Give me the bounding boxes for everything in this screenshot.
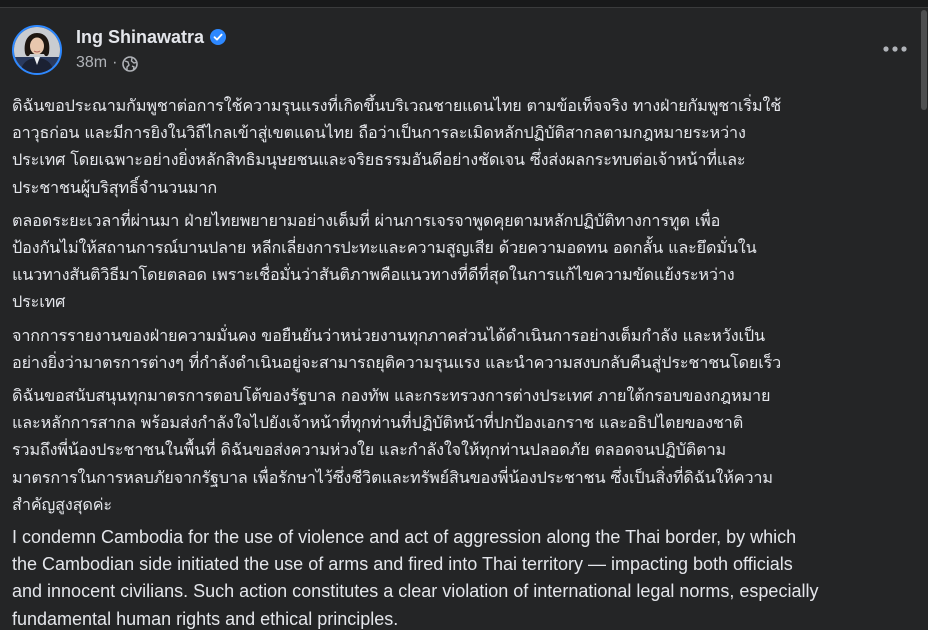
avatar-photo — [14, 27, 60, 73]
post-paragraph-4: ดิฉันขอสนับสนุนทุกมาตรการตอบโต้ของรัฐบาล กองทัพ และกระทรวงการต่างประเทศ ภายใต้กรอบของกฎหมาย และหลักการสากล พร้อมส่งกำลังใจไปยังเจ้าหน้าที่ทุกท่านที่ปฏิบัติหน้าที่ปกป้องเอกราช และอธิปไตยของชาติ รวมถึงพี่น้องประชาชนในพื้นที่ ดิฉันขอส่งความห่วงใย และกำลังใจให้ทุกท่านปลอดภัย ตลอดจนปฏิบัติตาม มาตรการในการหลบภัยจากรัฐบาล เพื่อรักษาไว้ซึ่งชีวิตและทรัพย์สินของพี่น้องประชาชน ซึ่งเป็นสิ่งที่ดิฉันให้ความ สำคัญสูงสุดค่ะ — [12, 386, 773, 514]
avatar[interactable] — [12, 25, 62, 75]
post-paragraph-3: จากการรายงานของฝ่ายความมั่นคง ขอยืนยันว่าหน่วยงานทุกภาคส่วนได้ดำเนินการอย่างเต็มกำลัง และหวังเป็น อย่างยิ่งว่ามาตรการต่างๆ ที่กำลังดำเนินอยู่จะสามารถยุติความรุนแรง และนำความสงบกลับคืนสู่ประชาชนโดยเร็ว — [12, 325, 782, 372]
globe-icon[interactable] — [122, 56, 138, 72]
scrollbar[interactable] — [920, 8, 928, 630]
more-options-button[interactable] — [880, 39, 910, 59]
facebook-post — [0, 8, 920, 630]
post-timestamp[interactable]: 38m — [76, 54, 108, 71]
post-header — [12, 23, 912, 79]
more-options-icon — [883, 46, 907, 52]
post-paragraph-1: ดิฉันขอประณามกัมพูชาต่อการใช้ความรุนแรงที่เกิดขึ้นบริเวณชายแดนไทย ตามข้อเท็จจริง ทางฝ่ายกัมพูชาเริ่มใช้ อาวุธก่อน และมีการยิงในวิถีไกลเข้าสู่เขตแดนไทย ถือว่าเป็นการละเมิดหลักปฏิบัติสากลตามกฎหมายระหว่าง ประเทศ โดยเฉพาะอย่างยิ่งหลักสิทธิมนุษยชนและจริยธรรมอันดีอย่างชัดเจน ซึ่งส่งผลกระทบต่อเจ้าหน้าที่และ ประชาชนผู้บริสุทธิ์จำนวนมาก — [12, 96, 782, 197]
meta-separator: · — [112, 54, 118, 71]
post-body — [12, 92, 916, 630]
post-paragraph-2: ตลอดระยะเวลาที่ผ่านมา ฝ่ายไทยพยายามอย่างเต็มที่ ผ่านการเจรจาพูดคุยตามหลักปฏิบัติทางการทูต เพื่อ ป้องกันไม่ให้สถานการณ์บานปลาย หลีกเลี่ยงการปะทะและความสูญเสีย ด้วยความอดทน อดกลั้น และยึดมั่นใน แนวทางสันติวิธีมาโดยตลอด เพราะเชื่อมั่นว่าสันติภาพคือแนวทางที่ดีที่สุดในการแก้ไขความขัดแย้งระหว่าง ประเทศ — [12, 210, 757, 312]
verified-badge-icon — [210, 29, 226, 45]
post-paragraph-english: I condemn Cambodia for the use of violence and act of aggression along the Thai border, by which the Cambodian side initiated the use of arms and fired into Thai territory — impacting both officials and innocent civilians. Such action constitutes a clear violation of international legal norms, especially fundamental human rights and ethical principles. — [12, 527, 819, 629]
scrollbar-thumb[interactable] — [921, 10, 927, 110]
author-name[interactable]: Ing Shinawatra — [76, 26, 205, 47]
window-top-border — [0, 0, 928, 8]
author-line — [76, 24, 226, 50]
post-meta — [76, 53, 138, 73]
